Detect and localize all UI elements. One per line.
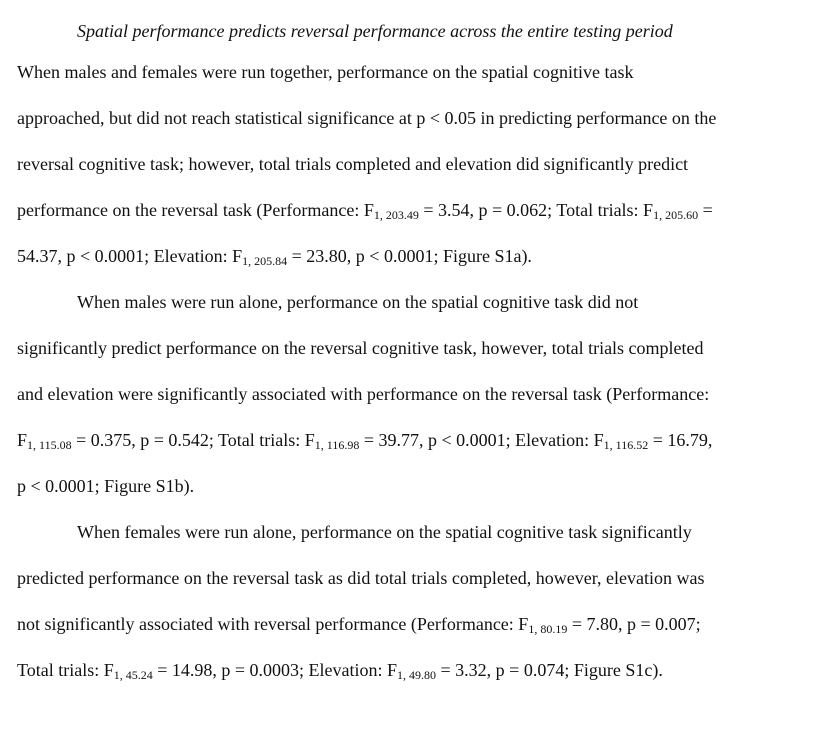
paragraph-1-line-2: approached, but did not reach statistical significance at p < 0.05 in predicting performance on the	[17, 108, 717, 128]
text-run: F	[17, 430, 28, 450]
text-run: =	[698, 200, 713, 220]
text-run: performance on the reversal task (Performance: F	[17, 200, 374, 220]
df-subscript: 1, 116.52	[603, 438, 649, 452]
text-run: = 16.79,	[648, 430, 713, 450]
text-run: = 3.32, p = 0.074; Figure S1c).	[436, 660, 663, 680]
text-run: not significantly associated with reversal performance (Performance: F	[17, 614, 529, 634]
document-page	[17, 13, 817, 693]
text-run: = 3.54, p = 0.062; Total trials: F	[418, 200, 654, 220]
df-subscript: 1, 115.08	[27, 438, 72, 452]
paragraph-1-line-4	[17, 187, 817, 233]
text-run: Total trials: F	[17, 660, 114, 680]
paragraph-1-line-3: reversal cognitive task; however, total trials completed and elevation did significantly predict	[17, 154, 689, 174]
text-run: = 23.80, p < 0.0001; Figure S1a).	[287, 246, 532, 266]
paragraph-1	[17, 49, 817, 279]
paragraph-2-line-1: When males were run alone, performance on the spatial cognitive task did not	[77, 292, 639, 312]
df-subscript: 1, 45.24	[113, 668, 153, 682]
df-subscript: 1, 203.49	[373, 208, 419, 222]
paragraph-3-line-3	[17, 601, 817, 647]
df-subscript: 1, 205.60	[653, 208, 699, 222]
paragraph-2-line-3: and elevation were significantly associated with performance on the reversal task (Performance:	[17, 384, 710, 404]
df-subscript: 1, 49.80	[397, 668, 437, 682]
paragraph-3-line-4	[17, 647, 817, 693]
text-run: = 39.77, p < 0.0001; Elevation: F	[359, 430, 604, 450]
text-run: = 7.80, p = 0.007;	[567, 614, 701, 634]
df-subscript: 1, 80.19	[528, 622, 568, 636]
paragraph-1-line-5	[17, 233, 817, 279]
text-run: 54.37, p < 0.0001; Elevation: F	[17, 246, 243, 266]
paragraph-2-line-4	[17, 417, 817, 463]
paragraph-2-line-5: p < 0.0001; Figure S1b).	[17, 476, 195, 496]
paragraph-2	[17, 279, 817, 509]
df-subscript: 1, 205.84	[242, 254, 288, 268]
paragraph-2-line-2: significantly predict performance on the reversal cognitive task, however, total trials completed	[17, 338, 704, 358]
paragraph-1-line-1: When males and females were run together, performance on the spatial cognitive task	[17, 62, 634, 82]
section-heading: Spatial performance predicts reversal performance across the entire testing period	[77, 21, 673, 41]
text-run: = 0.375, p = 0.542; Total trials: F	[71, 430, 315, 450]
df-subscript: 1, 116.98	[314, 438, 360, 452]
text-run: = 14.98, p = 0.0003; Elevation: F	[152, 660, 398, 680]
paragraph-3-line-1: When females were run alone, performance on the spatial cognitive task significantly	[77, 522, 692, 542]
paragraph-3-line-2: predicted performance on the reversal task as did total trials completed, however, elevation was	[17, 568, 705, 588]
paragraph-3	[17, 509, 817, 693]
